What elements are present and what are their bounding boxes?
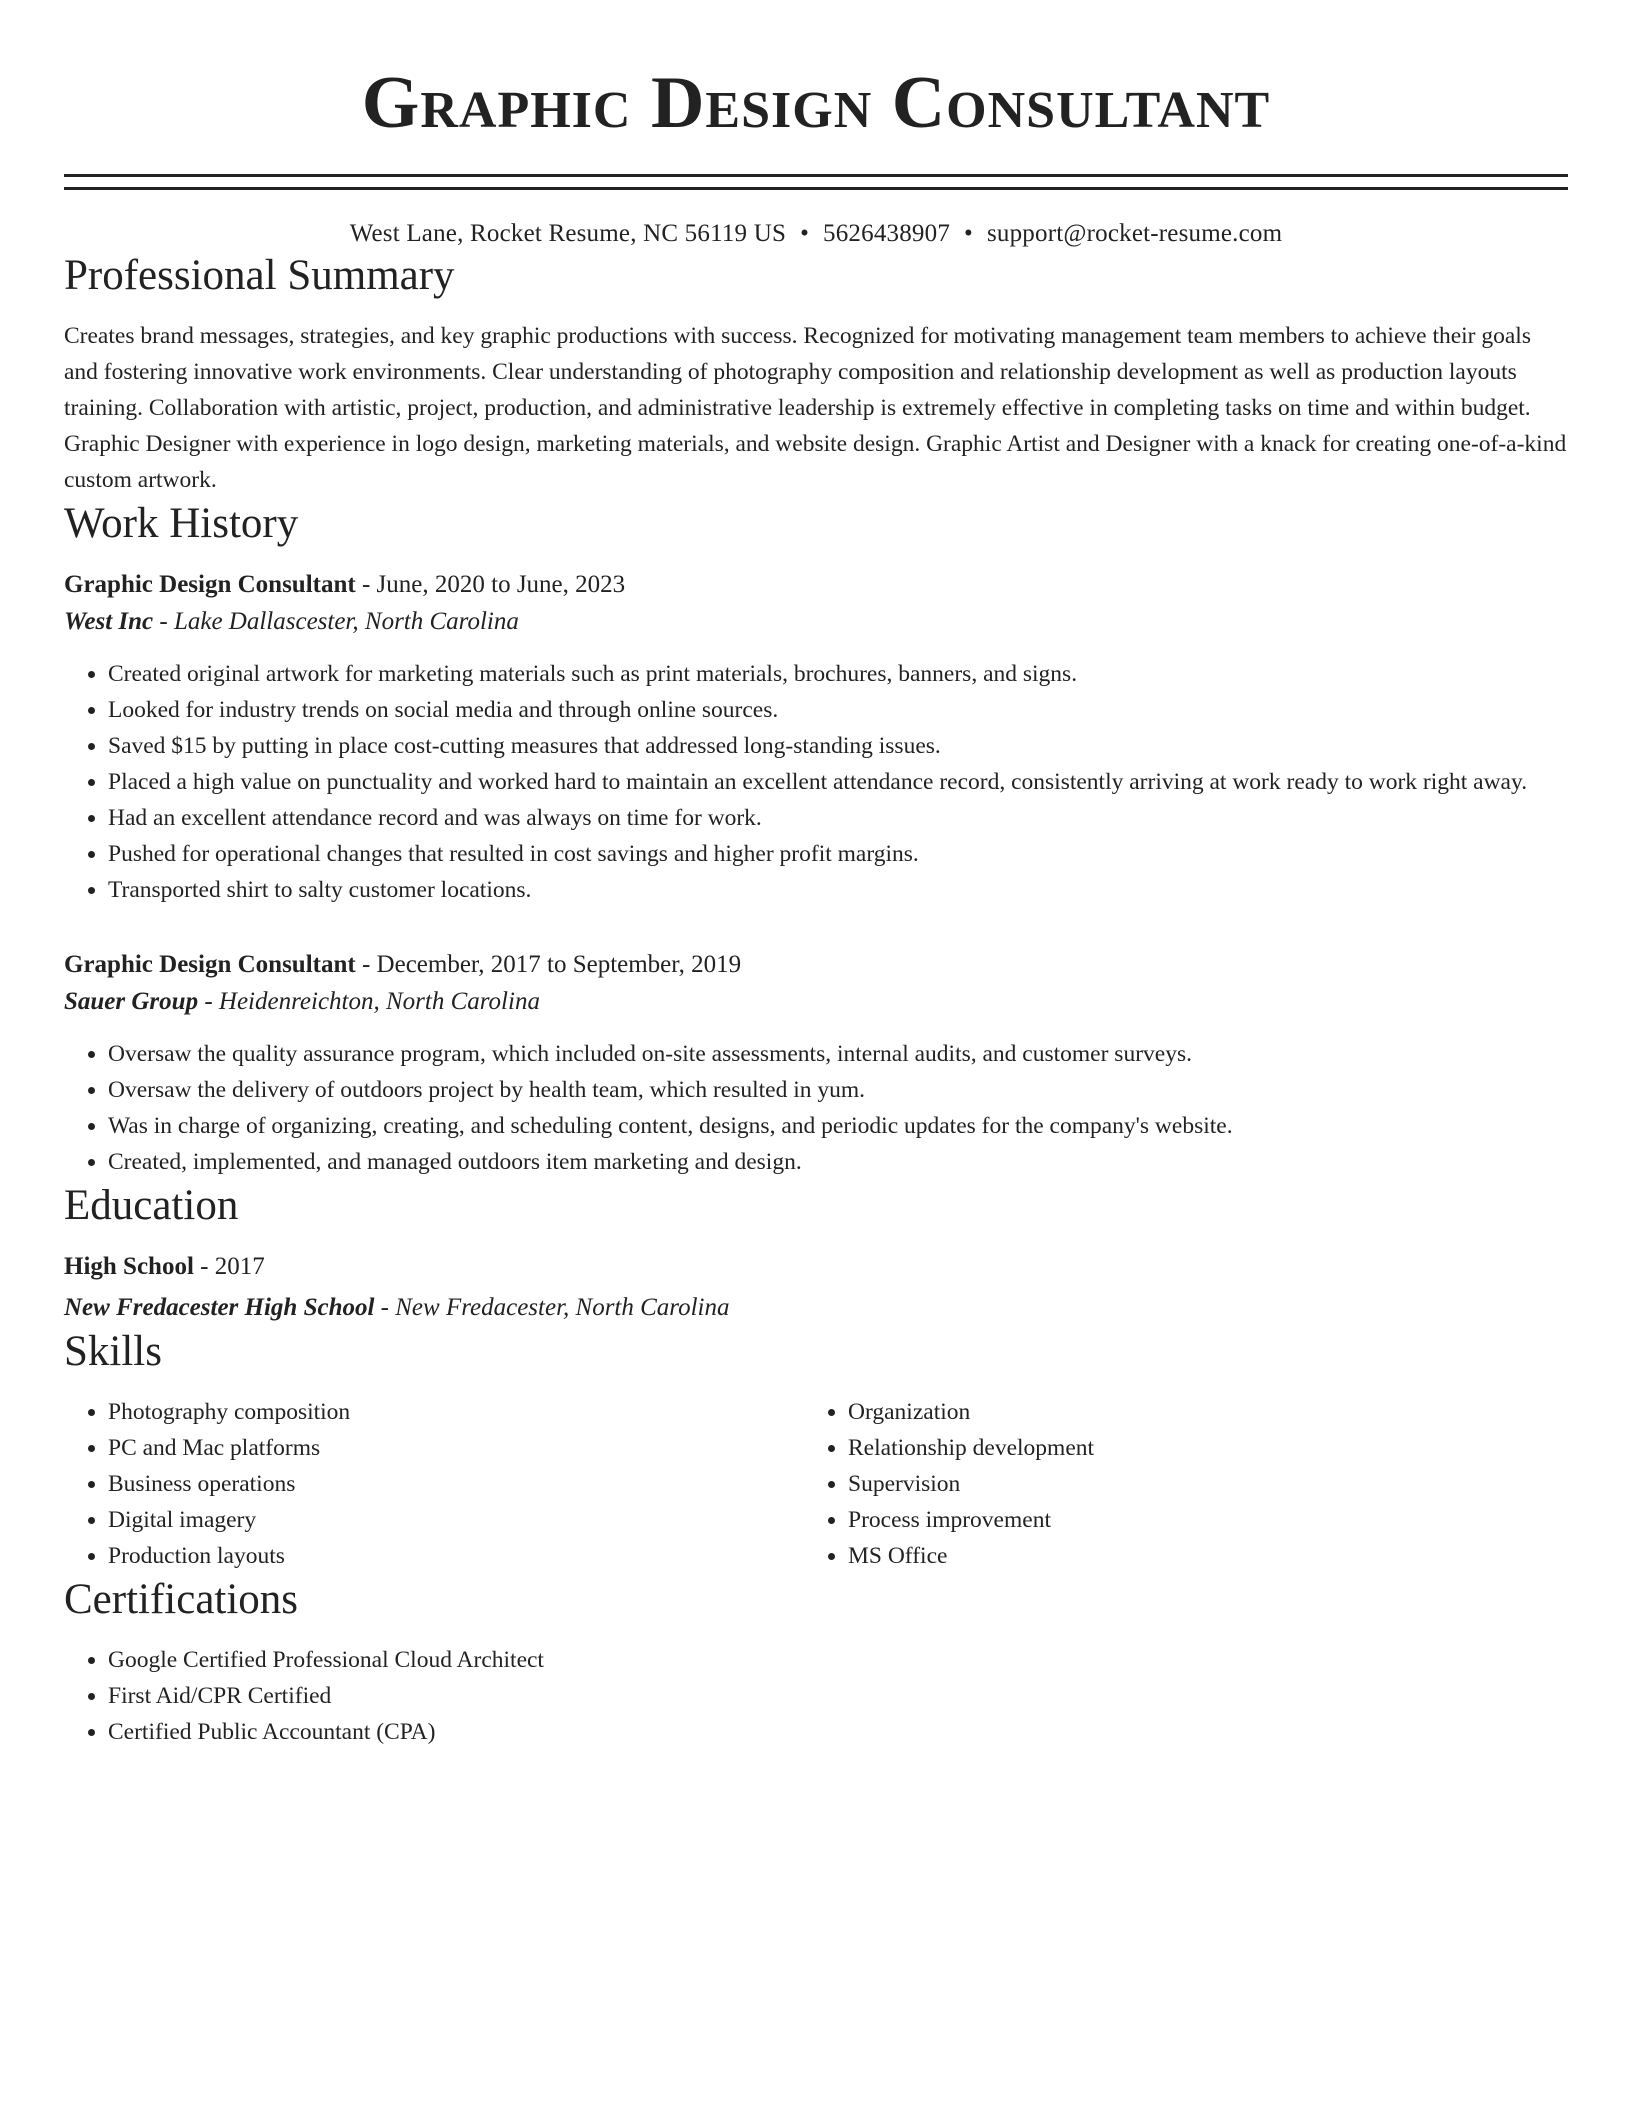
job-dates: - June, 2020 to June, 2023 [355,571,626,598]
summary-paragraph: Creates brand messages, strategies, and key graphic productions with success. Recognized for motivating management team members to achieve their goals and fostering innovative work environments. Clear understanding of photography composition and relationship development as well as production layouts training. Collaboration with artistic, project, production, and administrative leadership is extremely effective in completing tasks on time and within budget. Graphic Designer with experience in logo design, marketing materials, and website design. Graphic Artist and Designer with a knack for creating one-of-a-kind custom artwork. [64,323,1567,493]
education-year: - 2017 [193,1253,265,1280]
job-title: Graphic Design Consultant [64,571,356,598]
resume-title: Graphic Design Consultant [361,62,1271,144]
certification-item: • Google Certified Professional Cloud Architect [108,1642,1568,1678]
education-degree: High School [64,1253,194,1280]
job-company-line [64,983,1568,1020]
job-bullet: • Created original artwork for marketing materials such as print materials, brochures, banners, and signs. [108,656,1568,692]
contact-email: support@rocket-resume.com [986,220,1283,247]
skill-item: • Digital imagery [108,1502,804,1538]
job-company-line [64,603,1568,640]
skill-item: • Organization [848,1394,1094,1430]
contact-phone: 5626438907 [823,220,951,247]
skill-item: • Production layouts [108,1538,804,1574]
skill-item: • Supervision [848,1466,1094,1502]
job-title-line [64,946,1568,983]
job-bullet: • Saved $15 by putting in place cost-cutting measures that addressed long-standing issues. [108,728,1568,764]
skill-item: • Business operations [108,1466,804,1502]
skills-grid [64,1394,1568,1574]
job-location: - Lake Dallascester, North Carolina [153,608,519,635]
job-bullet: • Looked for industry trends on social media and through online sources. [108,692,1568,728]
job-bullet-list [64,1036,1568,1180]
job-title-line [64,566,1568,603]
contact-address: West Lane, Rocket Resume, NC 56119 US [349,220,787,247]
job-bullet: • Created, implemented, and managed outdoors item marketing and design. [108,1144,1568,1180]
contact-line [64,218,1568,250]
skill-item: • Relationship development [848,1430,1094,1466]
skill-item: • Photography composition [108,1394,804,1430]
job-bullet: • Was in charge of organizing, creating, and scheduling content, designs, and periodic updates for the company's website. [108,1108,1568,1144]
title-double-rule [64,174,1568,190]
job-title: Graphic Design Consultant [64,951,356,978]
job-bullet: • Oversaw the quality assurance program, which included on-site assessments, internal audits, and customer surveys. [108,1036,1568,1072]
skill-item: • Process improvement [848,1502,1094,1538]
job-company: Sauer Group [64,988,199,1015]
job-bullet: • Placed a high value on punctuality and worked hard to maintain an excellent attendance record, consistently arriving at work ready to work right away. [108,764,1568,800]
section-heading-work-history: Work History [64,500,299,547]
education-school: New Fredacester High School [64,1294,375,1321]
job-bullet: • Transported shirt to salty customer locations. [108,872,1568,908]
job-company: West Inc [64,608,154,635]
certifications-list [64,1642,1568,1750]
job-location: - Heidenreichton, North Carolina [198,988,540,1015]
education-school-line [64,1289,1568,1326]
job-bullet: • Oversaw the delivery of outdoors project by health team, which resulted in yum. [108,1072,1568,1108]
contact-separator: • [964,220,973,247]
section-heading-skills: Skills [64,1328,162,1375]
section-heading-education: Education [64,1182,239,1229]
certification-item: • Certified Public Accountant (CPA) [108,1714,1568,1750]
job-dates: - December, 2017 to September, 2019 [355,951,742,978]
certification-item: • First Aid/CPR Certified [108,1678,1568,1714]
job-bullet: • Pushed for operational changes that resulted in cost savings and higher profit margins. [108,836,1568,872]
education-degree-line [64,1248,1568,1285]
skill-item: • PC and Mac platforms [108,1430,804,1466]
job-bullet: • Had an excellent attendance record and was always on time for work. [108,800,1568,836]
job-bullet-list [64,656,1568,908]
section-heading-summary: Professional Summary [64,252,455,299]
education-location: - New Fredacester, North Carolina [374,1294,730,1321]
contact-separator: • [800,220,810,247]
section-heading-certifications: Certifications [64,1576,299,1623]
skill-item: • MS Office [848,1538,1094,1574]
skills-list-right [804,1394,1094,1574]
skills-list-left [64,1394,804,1574]
